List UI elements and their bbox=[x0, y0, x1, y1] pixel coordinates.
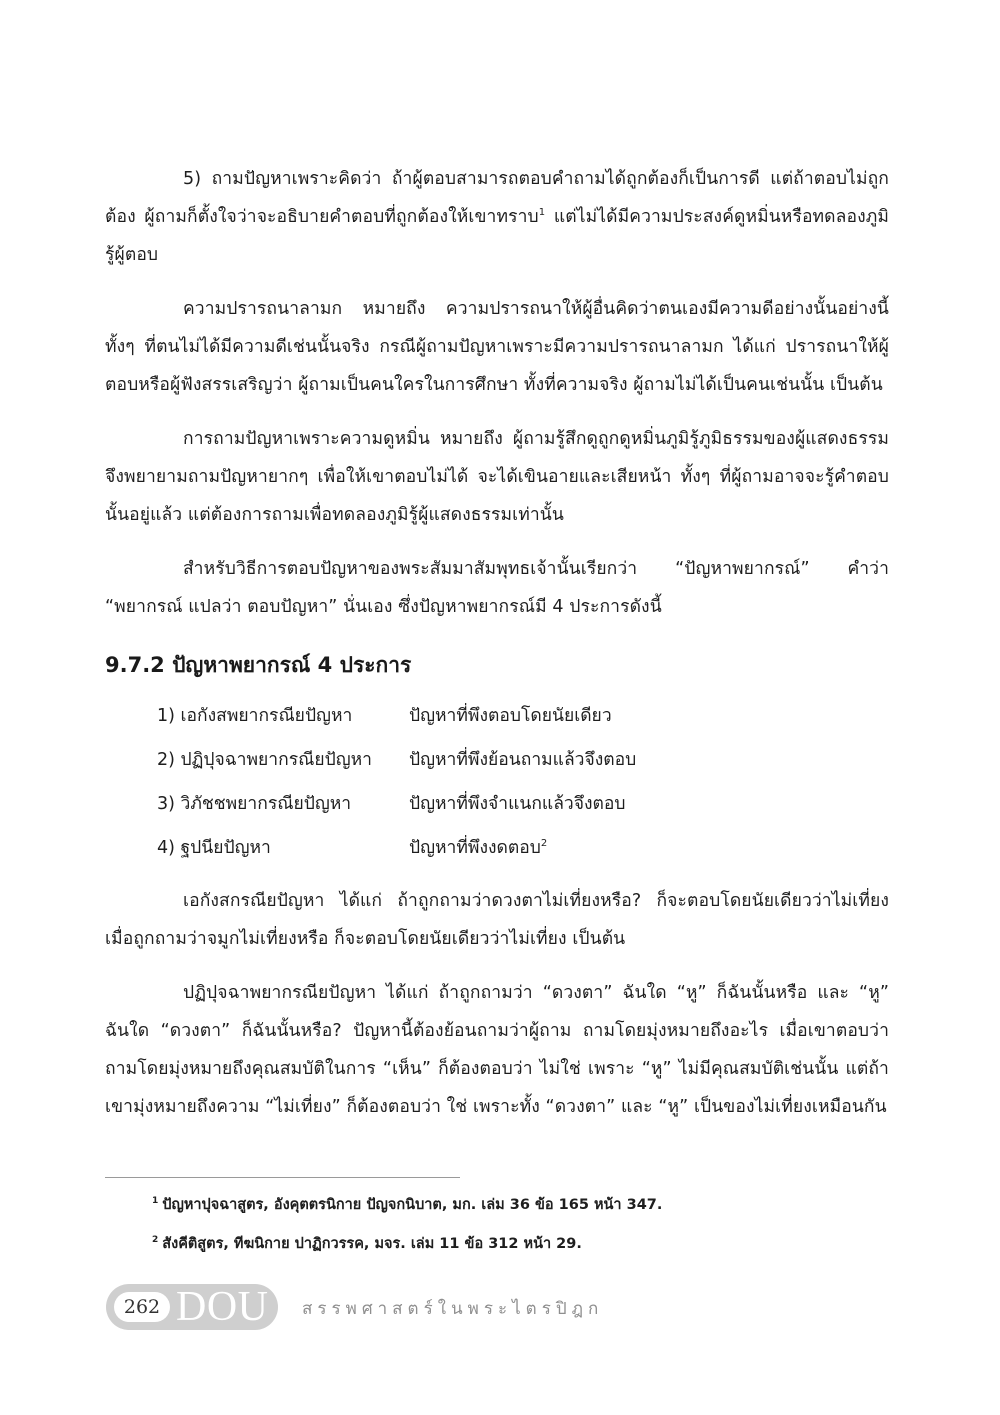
list-item bbox=[157, 740, 889, 780]
item-meaning: ปัญหาที่พึงจำแนกแล้วจึงตอบ bbox=[409, 794, 626, 814]
paragraph-desire: ความปรารถนาลามก หมายถึง ความปรารถนาให้ผู้อื่นคิดว่าตนเองมีความดีอย่างนั้นอย่างนี้ทั้งๆ ที่ตนไม่ได้มีความดีเช่นนั้นจริง กรณีผู้ถามปัญหาเพราะมีความปรารถนาลามก ได้แก่ ปรารถนาให้ผู้ตอบหรือผู้ฟังสรรเสริญว่า ผู้ถามเป็นคนใครในการศึกษา ทั้งที่ความจริง ผู้ถามไม่ได้เป็นคนเช่นนั้น เป็นต้น bbox=[105, 299, 889, 395]
list-item bbox=[157, 784, 889, 824]
list-item bbox=[157, 828, 889, 868]
footnote-ref-1: 1 bbox=[538, 207, 546, 219]
item-meaning: ปัญหาที่พึงย้อนถามแล้วจึงตอบ bbox=[409, 750, 637, 770]
page-content bbox=[105, 160, 889, 1142]
footnote: $^1$ ปัญหาปุจฉาสูตร, อังคุตตรนิกาย ปัญจกนิบาต, มก. เล่ม 36 ข้อ 165 หน้า 347. bbox=[152, 1196, 663, 1213]
page-number: 262 bbox=[114, 1292, 170, 1322]
paragraph-patipuccha: ปฏิปุจฉาพยากรณียปัญหา ได้แก่ ถ้าถูกถามว่า “ดวงตา” ฉันใด “หู” ก็ฉันนั้นหรือ และ “หู” ฉันใด “ดวงตา” ก็ฉันนั้นหรือ? ปัญหานี้ต้องย้อนถามว่าผู้ถาม ถามโดยมุ่งหมายถึงอะไร เมื่อเขาตอบว่าถามโดยมุ่งหมายถึงคุณสมบัติในการ “เห็น” ก็ต้องตอบว่า ไม่ใช่ เพราะ “หู” ไม่มีคุณสมบัติเช่นนั้น แต่ถ้าเขามุ่งหมายถึงความ “ไม่เที่ยง” ก็ต้องตอบว่า ใช่ เพราะทั้ง “ดวงตา” และ “หู” เป็นของไม่เที่ยงเหมือนกัน bbox=[105, 983, 889, 1117]
footer-badge bbox=[106, 1284, 278, 1330]
answer-types-list bbox=[157, 696, 889, 868]
list-item bbox=[157, 696, 889, 736]
paragraph-ekangsa: เอกังสกรณียปัญหา ได้แก่ ถ้าถูกถามว่าดวงตาไม่เที่ยงหรือ? ก็จะตอบโดยนัยเดียวว่าไม่เที่ยง เมื่อถูกถามว่าจมูกไม่เที่ยงหรือ ก็จะตอบโดยนัยเดียวว่าไม่เที่ยง เป็นต้น bbox=[105, 891, 889, 949]
footnotes bbox=[152, 1195, 892, 1273]
footnote: $^2$ สังคีติสูตร, ทีฆนิกาย ปาฏิกวรรค, มจร. เล่ม 11 ข้อ 312 หน้า 29. bbox=[152, 1235, 582, 1252]
section-heading: 9.7.2 ปัญหาพยากรณ์ 4 ประการ bbox=[105, 653, 412, 677]
brand-logo: DOU bbox=[176, 1284, 269, 1330]
item-term: 3) วิภัชชพยากรณียปัญหา bbox=[157, 794, 352, 814]
item-term: 2) ปฏิปุจฉาพยากรณียปัญหา bbox=[157, 750, 372, 770]
item-term: 4) ฐปนียปัญหา bbox=[157, 838, 271, 858]
paragraph-intro: สำหรับวิธีการตอบปัญหาของพระสัมมาสัมพุทธเจ้านั้นเรียกว่า “ปัญหาพยากรณ์” คำว่า “พยากรณ์ แปลว่า ตอบปัญหา” นั่นเอง ซึ่งปัญหาพยากรณ์มี 4 ประการดังนี้ bbox=[105, 559, 889, 617]
item-term: 1) เอกังสพยากรณียปัญหา bbox=[157, 706, 353, 726]
item-meaning: ปัญหาที่พึงงดตอบ$^2$ bbox=[409, 838, 548, 858]
paragraph-contempt: การถามปัญหาเพราะความดูหมิ่น หมายถึง ผู้ถามรู้สึกดูถูกดูหมิ่นภูมิรู้ภูมิธรรมของผู้แสดงธรรม จึงพยายามถามปัญหายากๆ เพื่อให้เขาตอบไม่ได้ จะได้เขินอายและเสียหน้า ทั้งๆ ที่ผู้ถามอาจจะรู้คำตอบนั้นอยู่แล้ว แต่ต้องการถามเพื่อทดลองภูมิรู้ผู้แสดงธรรมเท่านั้น bbox=[105, 429, 889, 525]
footnote-ref-2: 2 bbox=[540, 838, 548, 850]
book-title: สรรพศาสตร์ในพระไตรปิฎก bbox=[302, 1299, 604, 1319]
footnote-divider bbox=[105, 1177, 460, 1178]
item-meaning: ปัญหาที่พึงตอบโดยนัยเดียว bbox=[409, 706, 612, 726]
paragraph-reason-5: 5) ถามปัญหาเพราะคิดว่า ถ้าผู้ตอบสามารถตอบคำถามได้ถูกต้องก็เป็นการดี แต่ถ้าตอบไม่ถูกต้อง ผู้ถามก็ตั้งใจว่าจะอธิบายคำตอบที่ถูกต้องให้เขาทราบ$^1$ แต่ไม่ได้มีความประสงค์ดูหมิ่นหรือทดลองภูมิรู้ผู้ตอบ bbox=[105, 169, 890, 265]
